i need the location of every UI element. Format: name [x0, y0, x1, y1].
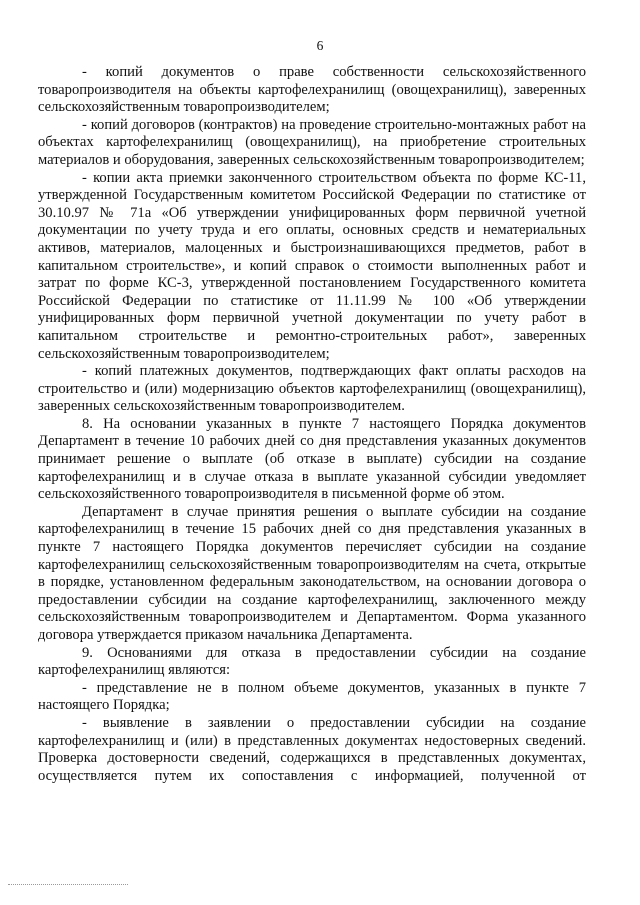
paragraph-subsidy-transfer: Департамент в случае принятия решения о выплате субсидии на создание картофелехранилищ в течение 15 рабочих дней со дня представления указанных в пункте 7 настоящего Порядка документов перечисляет субсидии на создание картофелехранилищ сельскохозяйственным товаропроизводителям на счета, открытые в порядке, установленном федеральным законодательством, на основании договора о предоставлении субсидии на создание картофелехранилищ, заключенного между сельскохозяйственным товаропроизводителем и Департаментом. Форма указанного договора утверждается приказом начальника Департамента. — [38, 503, 586, 643]
paragraph-clause-8: 8. На основании указанных в пункте 7 настоящего Порядка документов Департамент в течение 10 рабочих дней со дня представления указанных документов принимает решение о выплате (об отказе в выплате) субсидии на создание картофелехранилищ и в случае отказа в выплате указанной субсидии уведомляет сельскохозяйственного товаропроизводителя в письменной форме об этом. — [38, 415, 586, 503]
footer-divider — [8, 884, 128, 885]
paragraph-payment-documents: - копий платежных документов, подтверждающих факт оплаты расходов на строительство и (или) модернизацию объектов картофелехранилищ (овощехранилищ), заверенных сельскохозяйственным товаропроизводителем. — [38, 363, 586, 415]
paragraph-ownership-documents: - копий документов о праве собственности сельскохозяйственного товаропроизводителя на объекты картофелехранилищ (овощехранилищ), заверенных сельскохозяйственным товаропроизводителем; — [38, 64, 586, 116]
paragraph-construction-contracts: - копий договоров (контрактов) на проведение строительно-монтажных работ на объектах картофелехранилищ (овощехранилищ), на приобретение строительных материалов и оборудования, заверенных сельскохозяйственным товаропроизводителем; — [38, 116, 586, 168]
paragraph-clause-9: 9. Основаниями для отказа в предоставлении субсидии на создание картофелехранилищ являются: — [38, 644, 586, 679]
document-body — [38, 64, 586, 785]
paragraph-false-information: - выявление в заявлении о предоставлении субсидии на создание картофелехранилищ и (или) в представленных документах недостоверных сведений. Проверка достоверности сведений, содержащихся в представленных документах, осуществляется путем их сопоставления с информацией, полученной от — [38, 714, 586, 784]
paragraph-incomplete-documents: - представление не в полном объеме документов, указанных в пункте 7 настоящего Порядка; — [38, 679, 586, 714]
paragraph-acceptance-act: - копии акта приемки законченного строительством объекта по форме КС-11, утвержденной Государственным комитетом Российской Федерации по статистике от 30.10.97 № 71а «Об утверждении унифицированных форм первичной учетной документации по учету труда и его оплаты, основных средств и нематериальных активов, материалов, малоценных и быстроизнашивающихся предметов, работ в капитальном строительстве», и копий справок о стоимости выполненных работ и затрат по форме КС-3, утвержденной постановлением Государственного комитета Российской Федерации по статистике от 11.11.99 № 100 «Об утверждении унифицированных форм первичной учетной документации по учету работ в капитальном строительстве и ремонтно-строительных работ», заверенных сельскохозяйственным товаропроизводителем; — [38, 169, 586, 362]
page-number: 6 — [316, 38, 324, 53]
